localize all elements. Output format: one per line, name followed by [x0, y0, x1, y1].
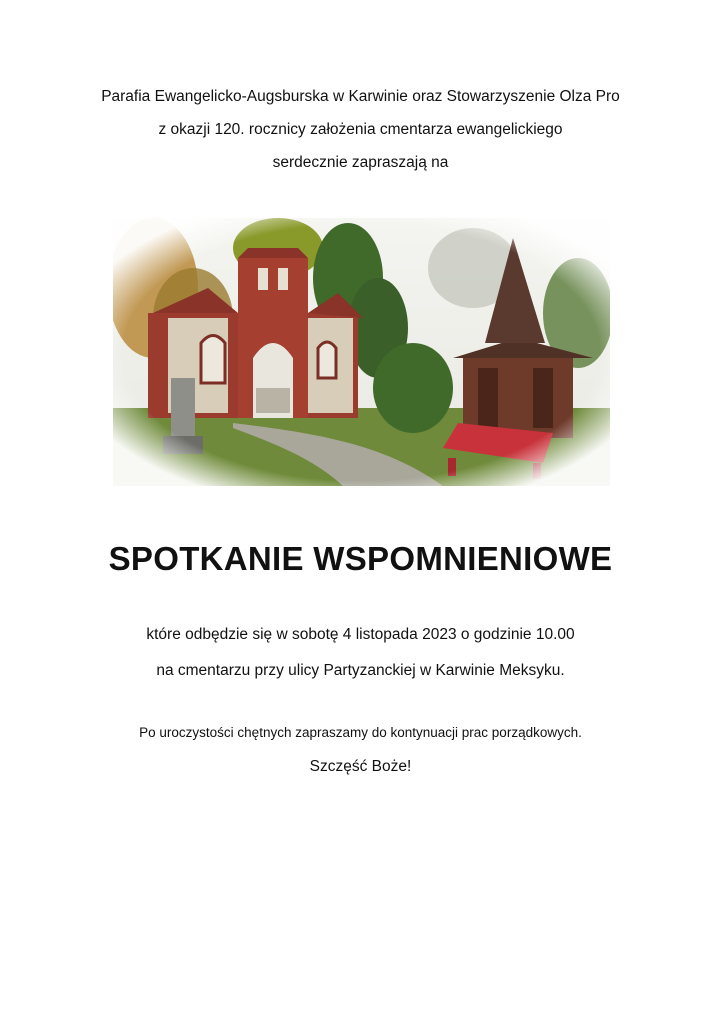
event-location-line: na cmentarzu przy ulicy Partyzanckiej w Karwinie Meksyku. — [156, 662, 565, 679]
organizers-line: Parafia Ewangelicko-Augsburska w Karwinie oraz Stowarzyszenie Olza Pro — [101, 88, 620, 105]
event-title: SPOTKANIE WSPOMNIENIOWE — [108, 540, 613, 577]
occasion-line: z okazji 120. rocznicy założenia cmentarza ewangelickiego — [158, 121, 563, 138]
cleanup-note: Po uroczystości chętnych zapraszamy do kontynuacji prac porządkowych. — [139, 725, 582, 740]
blessing: Szczęść Boże! — [309, 758, 412, 775]
cemetery-photo — [113, 218, 610, 486]
event-date-line: które odbędzie się w sobotę 4 listopada 2023 o godzinie 10.00 — [146, 626, 575, 643]
cemetery-chapel-illustration — [113, 218, 610, 486]
invitation-line: serdecznie zapraszają na — [272, 154, 449, 171]
